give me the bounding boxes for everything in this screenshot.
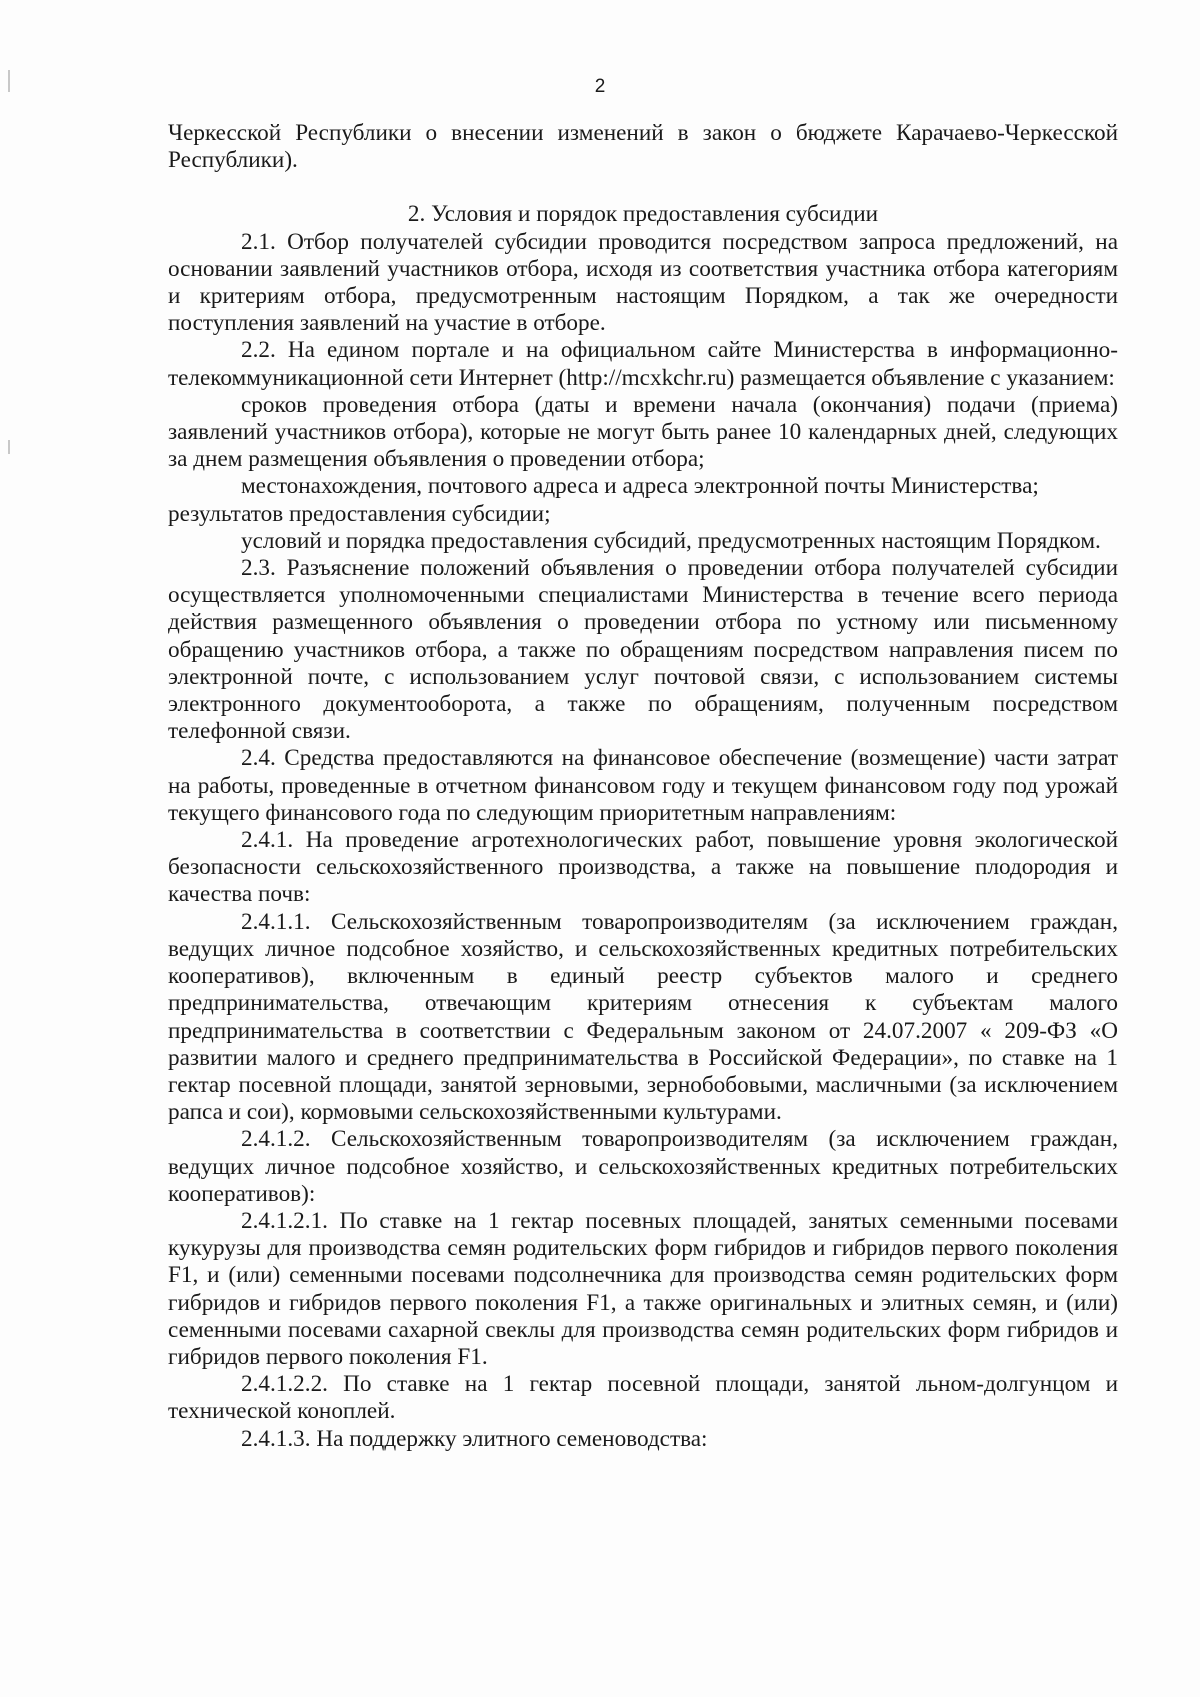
- list-item-deadlines: сроков проведения отбора (даты и времени начала (окончания) подачи (приема) заявлений участников отбора), которые не могут быть ранее 10 календарных дней, следующих за днем размещения объявления о проведении отбора;: [168, 391, 1118, 473]
- list-item-results: результатов предоставления субсидии;: [168, 500, 551, 527]
- document-body: [168, 120, 1118, 1453]
- paragraph-2-4: 2.4. Средства предоставляются на финансовое обеспечение (возмещение) части затрат на работы, проведенные в отчетном финансовом году и текущем финансовом году под урожай текущего финансового года по следующим приоритетным направлениям:: [168, 745, 1118, 826]
- paragraph-2-4-1: 2.4.1. На проведение агротехнологических работ, повышение уровня экологической безопасности сельскохозяйственного производства, а также на повышение плодородия и качества почв:: [168, 827, 1118, 908]
- list-item-address: местонахождения, почтового адреса и адреса электронной почты Министерства;: [241, 473, 1039, 500]
- paragraph-2-3: 2.3. Разъяснение положений объявления о проведении отбора получателей субсидии осуществляется уполномоченными специалистами Министерства в течение всего периода действия размещенного объявления о проведении отбора по устному или письменному обращению участников отбора, а также по обращениям посредством направления писем по электронной почте, с использованием услуг почтовой связи, с использованием системы электронного документооборота, а также по обращениям, полученным посредством телефонной связи.: [168, 555, 1118, 745]
- paragraph-2-4-1-3: 2.4.1.3. На поддержку элитного семеноводства:: [241, 1425, 708, 1452]
- paragraph-2-4-1-2: 2.4.1.2. Сельскохозяйственным товаропроизводителям (за исключением граждан, ведущих личное подсобное хозяйство, и сельскохозяйственных кредитных потребительских кооперативов):: [168, 1126, 1118, 1207]
- list-item-conditions: условий и порядка предоставления субсидий, предусмотренных настоящим Порядком.: [241, 527, 1101, 554]
- paragraph-2-1: 2.1. Отбор получателей субсидии проводится посредством запроса предложений, на основании заявлений участников отбора, исходя из соответствия участника отбора категориям и критериям отбора, предусмотренным настоящим Порядком, а так же очередности поступления заявлений на участие в отборе.: [168, 228, 1118, 337]
- paragraph-2-4-1-1: 2.4.1.1. Сельскохозяйственным товаропроизводителям (за исключением граждан, ведущих личное подсобное хозяйство, и сельскохозяйственных кредитных потребительских кооперативов), включенным в единый реестр субъектов малого и среднего предпринимательства, отвечающим критериям отнесения к субъектам малого предпринимательства в соответствии с Федеральным законом от 24.07.2007 « 209-ФЗ «О развитии малого и среднего предпринимательства в Российской Федерации», по ставке на 1 гектар посевной площади, занятой зерновыми, зернобобовыми, масличными (за исключением рапса и сои), кормовыми сельскохозяйственными культурами.: [168, 908, 1118, 1126]
- section-heading: 2. Условия и порядок предоставления субсидии: [407, 201, 879, 228]
- paragraph-continuation: Черкесской Республики о внесении изменений в закон о бюджете Карачаево-Черкесской Республики).: [168, 120, 1118, 174]
- paragraph-2-4-1-2-1: 2.4.1.2.1. По ставке на 1 гектар посевных площадей, занятых семенными посевами кукурузы для производства семян родительских форм гибридов и гибридов первого поколения F1, и (или) семенными посевами подсолнечника для производства семян родительских форм гибридов и гибридов первого поколения F1, а также оригинальных и элитных семян, и (или) семенными посевами сахарной свеклы для производства семян родительских форм гибридов и гибридов первого поколения F1.: [168, 1207, 1118, 1370]
- paragraph-2-2: 2.2. На едином портале и на официальном сайте Министерства в информационно-телекоммуникационной сети Интернет (http://mcxkchr.ru) размещается объявление с указанием:: [168, 337, 1118, 391]
- scan-edge-mark: [8, 440, 10, 454]
- paragraph-2-4-1-2-2: 2.4.1.2.2. По ставке на 1 гектар посевной площади, занятой льном-долгунцом и технической коноплей.: [168, 1371, 1118, 1425]
- page-number: 2: [594, 76, 606, 97]
